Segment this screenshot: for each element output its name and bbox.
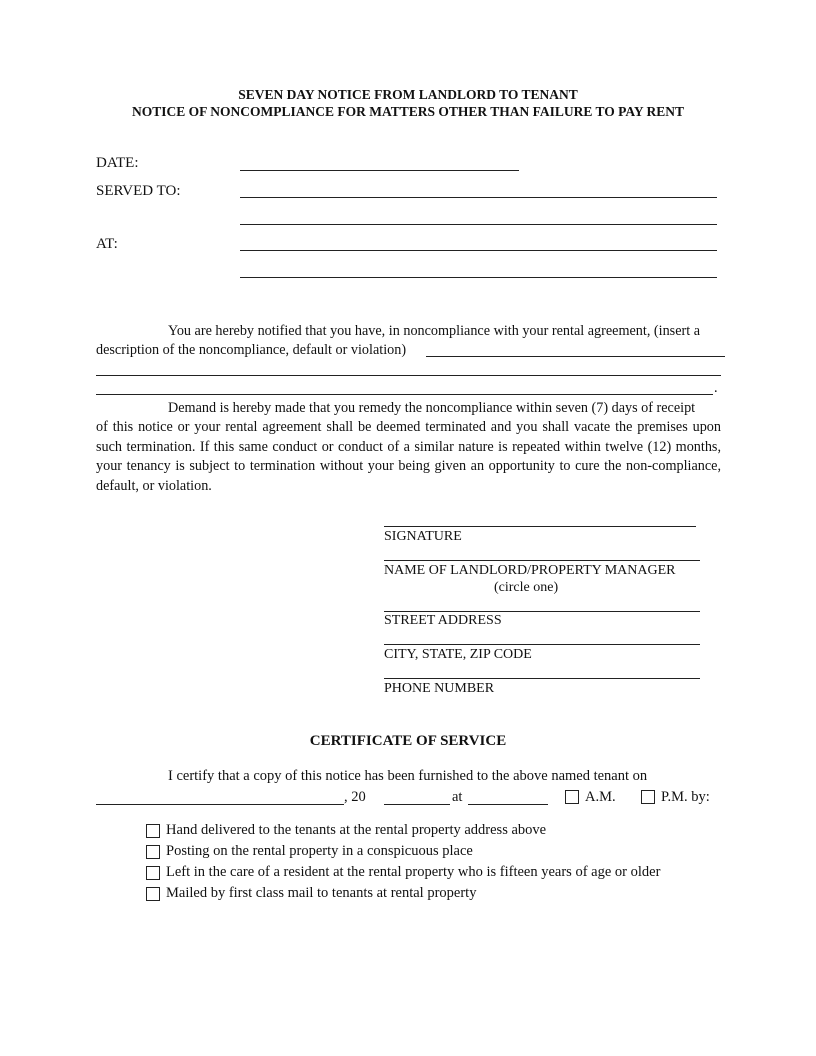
street-address-field[interactable]: [384, 611, 700, 612]
pm-checkbox[interactable]: [641, 790, 655, 804]
left-with-resident-checkbox[interactable]: [146, 866, 160, 880]
title-line-1: SEVEN DAY NOTICE FROM LANDLORD TO TENANT: [238, 87, 578, 102]
served-to-field-2[interactable]: [240, 224, 717, 225]
phone-number-field[interactable]: [384, 678, 700, 679]
city-state-zip-field[interactable]: [384, 644, 700, 645]
year-prefix: , 20: [344, 789, 366, 805]
at-text: at: [452, 789, 463, 805]
notice-para1-line2: description of the noncompliance, default or violation): [96, 342, 407, 358]
notice-para2-line1: Demand is hereby made that you remedy the noncompliance within seven (7) days of receipt: [168, 400, 696, 416]
pm-label: P.M. by:: [661, 789, 710, 805]
service-date-field[interactable]: [96, 804, 344, 805]
certificate-line1: I certify that a copy of this notice has been furnished to the above named tenant on: [168, 768, 648, 784]
service-year-field[interactable]: [384, 804, 450, 805]
date-label: DATE:: [96, 155, 139, 171]
option-hand-delivered: Hand delivered to the tenants at the rental property address above: [166, 822, 547, 838]
option-mailed: Mailed by first class mail to tenants at rental property: [166, 885, 477, 901]
violation-description-field-1[interactable]: [426, 356, 725, 357]
address-field-1[interactable]: [240, 250, 717, 251]
hand-delivered-checkbox[interactable]: [146, 824, 160, 838]
mailed-checkbox[interactable]: [146, 887, 160, 901]
service-time-field[interactable]: [468, 804, 548, 805]
notice-para1-line1: You are hereby notified that you have, in noncompliance with your rental agreement, (insert a: [168, 323, 700, 339]
violation-description-field-3[interactable]: [96, 394, 713, 395]
date-field[interactable]: [240, 170, 519, 171]
signature-field[interactable]: [384, 526, 696, 527]
served-to-field-1[interactable]: [240, 197, 717, 198]
notice-para2-body: of this notice or your rental agreement shall be deemed terminated and you shall vacate the premises upon such termination. If this same conduct or conduct of a similar nature is repeated within twelve (12) months, your tenancy is subject to termination without your being given an opportunity to cure the non-compliance, default, or violation.: [96, 419, 721, 494]
option-left-with-resident: Left in the care of a resident at the rental property who is fifteen years of age or older: [166, 864, 661, 880]
option-posting: Posting on the rental property in a conspicuous place: [166, 843, 473, 859]
street-address-label: STREET ADDRESS: [384, 613, 502, 628]
at-label: AT:: [96, 236, 118, 252]
certificate-title: CERTIFICATE OF SERVICE: [309, 733, 507, 749]
landlord-name-field[interactable]: [384, 560, 700, 561]
phone-number-label: PHONE NUMBER: [384, 681, 495, 696]
am-checkbox[interactable]: [565, 790, 579, 804]
notice-para1-end: .: [714, 380, 718, 396]
violation-description-field-2[interactable]: [96, 375, 721, 376]
posting-checkbox[interactable]: [146, 845, 160, 859]
am-label: A.M.: [585, 789, 616, 805]
served-to-label: SERVED TO:: [96, 183, 181, 199]
circle-one-note: (circle one): [494, 580, 559, 595]
title-line-2: NOTICE OF NONCOMPLIANCE FOR MATTERS OTHER THAN FAILURE TO PAY RENT: [131, 104, 685, 119]
landlord-name-label: NAME OF LANDLORD/PROPERTY MANAGER: [384, 563, 676, 578]
address-field-2[interactable]: [240, 277, 717, 278]
signature-label: SIGNATURE: [384, 529, 462, 544]
city-state-zip-label: CITY, STATE, ZIP CODE: [384, 647, 532, 662]
